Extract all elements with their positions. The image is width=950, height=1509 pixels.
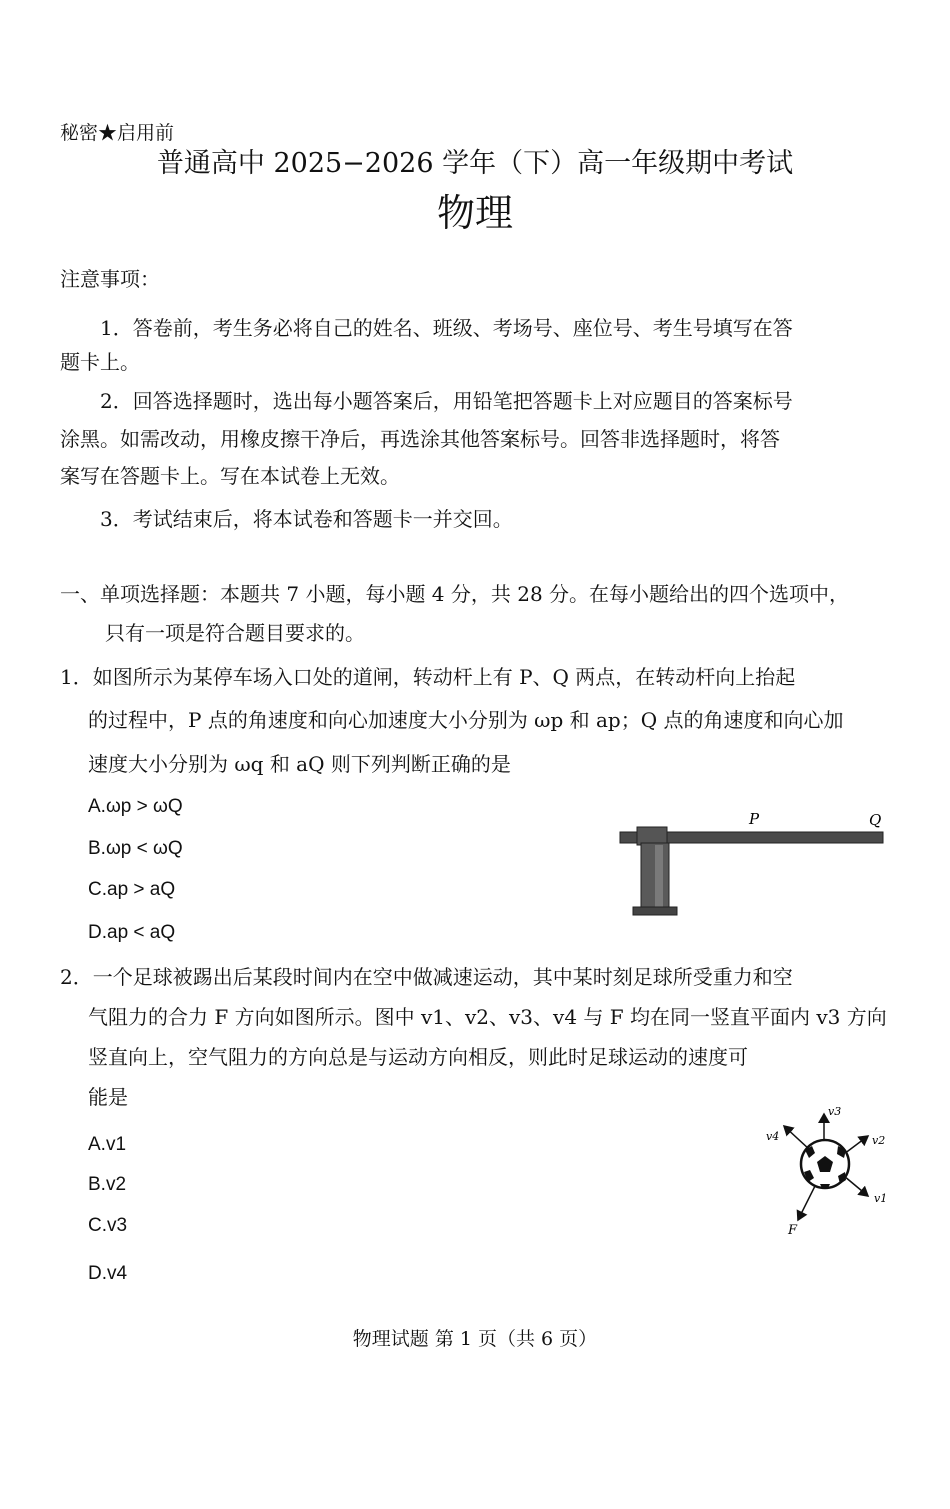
v3-label: v3 [828, 1105, 842, 1118]
q1-stem-line-2: 的过程中，P 点的角速度和向心加速度大小分别为 ωp 和 ap；Q 点的角速度和向心加 [88, 708, 844, 732]
f-arrow [798, 1184, 816, 1220]
subject-title: 物理 [436, 191, 513, 235]
point-p-label: P [749, 810, 760, 828]
q1-option-c[interactable]: C.ap > aQ [88, 879, 176, 900]
q2-option-b[interactable]: B.v2 [88, 1174, 127, 1195]
soccer-ball-icon [801, 1140, 849, 1188]
q2-stem-line-1: 2．一个足球被踢出后某段时间内在空中做减速运动，其中某时刻足球所受重力和空 [60, 965, 793, 989]
f-label: F [788, 1223, 798, 1238]
notice-item-1-line-1: 1．答卷前，考生务必将自己的姓名、班级、考场号、座位号、考生号填写在答 [100, 316, 793, 340]
q2-option-c[interactable]: C.v3 [88, 1215, 128, 1236]
secret-label: 秘密★启用前 [60, 122, 175, 144]
q2-stem-line-2: 气阻力的合力 F 方向如图所示。图中 v1、v2、v3、v4 与 F 均在同一竖直平面内 v3 方向 [88, 1005, 887, 1029]
q2-option-d[interactable]: D.v4 [88, 1263, 128, 1284]
gate-post-cap [637, 827, 667, 845]
q1-option-a[interactable]: A.ωp > ωQ [88, 796, 183, 817]
notice-item-2-line-3: 案写在答题卡上。写在本试卷上无效。 [60, 464, 400, 488]
section-1-heading: 一、单项选择题：本题共 7 小题，每小题 4 分，共 28 分。在每小题给出的四个选项中， [60, 582, 850, 606]
v2-label: v2 [872, 1134, 886, 1147]
notice-item-1-line-2: 题卡上。 [60, 350, 140, 374]
notice-item-2-line-1: 2．回答选择题时，选出每小题答案后，用铅笔把答题卡上对应题目的答案标号 [100, 389, 793, 413]
v1-label: v1 [874, 1192, 888, 1205]
gate-base [633, 907, 677, 915]
point-q-label: Q [869, 811, 882, 829]
page-footer: 物理试题 第 1 页（共 6 页） [352, 1328, 598, 1350]
notice-item-2-line-2: 涂黑。如需改动，用橡皮擦干净后，再选涂其他答案标号。回答非选择题时，将答 [60, 427, 780, 451]
q2-stem-line-3: 竖直向上，空气阻力的方向总是与运动方向相反，则此时足球运动的速度可 [88, 1045, 748, 1069]
v4-label: v4 [766, 1130, 780, 1143]
v4-arrow [784, 1126, 810, 1150]
q2-option-a[interactable]: A.v1 [88, 1134, 127, 1155]
q1-option-d[interactable]: D.ap < aQ [88, 922, 176, 943]
notice-heading: 注意事项： [60, 267, 160, 291]
section-1-heading-line-2: 只有一项是符合题目要求的。 [105, 621, 365, 645]
v2-arrow [844, 1136, 868, 1154]
q1-stem-line-3: 速度大小分别为 ωq 和 aQ 则下列判断正确的是 [88, 752, 511, 776]
notice-item-3: 3．考试结束后，将本试卷和答题卡一并交回。 [100, 507, 513, 531]
q1-stem-line-1: 1．如图所示为某停车场入口处的道闸，转动杆上有 P、Q 两点，在转动杆向上抬起 [60, 665, 796, 689]
q2-stem-line-4: 能是 [88, 1085, 128, 1109]
exam-title: 普通高中 2025−2026 学年（下）高一年级期中考试 [156, 148, 794, 179]
q1-option-b[interactable]: B.ωp < ωQ [88, 838, 183, 859]
soccer-ball-figure [760, 1100, 900, 1240]
barrier-gate-figure [615, 805, 890, 920]
v1-arrow [844, 1176, 868, 1196]
gate-post-shade [655, 845, 663, 907]
